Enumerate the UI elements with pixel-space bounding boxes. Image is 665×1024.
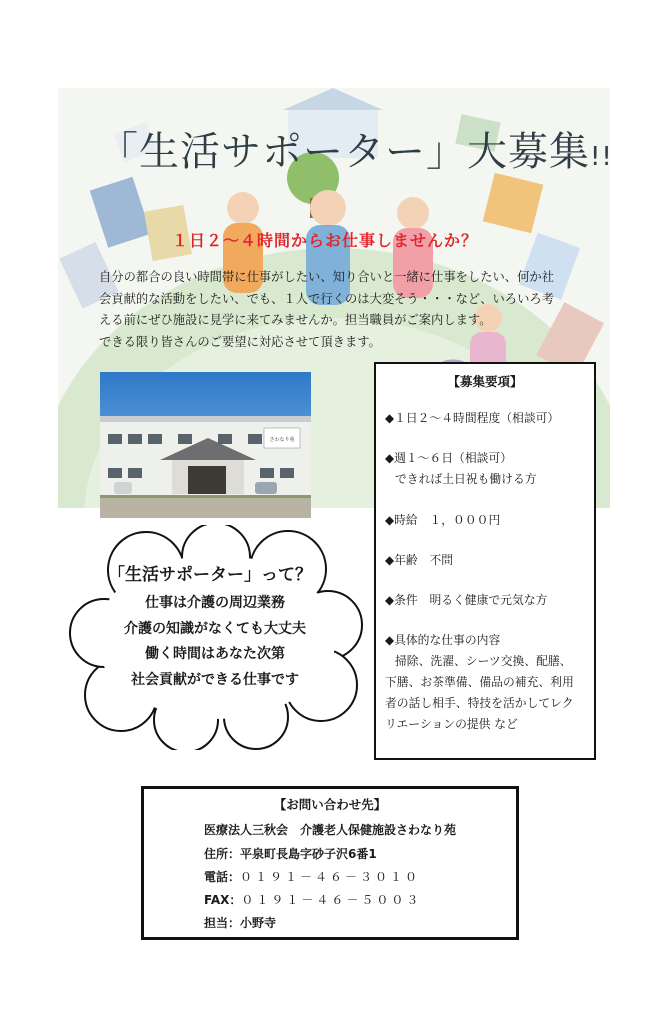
req-age: ◆年齢 不問 [385, 553, 454, 567]
phone-number[interactable]: ０１９１－４６－３０１０ [240, 870, 421, 884]
req-days-note: できれば土日祝も働ける方 [395, 472, 537, 486]
cloud-line: 社会貢献ができる仕事です [131, 671, 299, 688]
page-title [98, 120, 618, 177]
req-pay: ◆時給 １，０００円 [385, 513, 501, 527]
contact-phone-row [204, 868, 420, 885]
cloud-line: 働く時間はあなた次第 [145, 646, 285, 662]
title-text: 「生活サポーター」大募集 [98, 129, 590, 175]
req-days: ◆週１～６日（相談可） [385, 451, 513, 465]
contact-title: 【お問い合わせ先】 [273, 797, 387, 812]
facility-photo [100, 372, 311, 518]
contact-fax-row [204, 891, 421, 908]
req-task-line: 掃除、洗濯、シーツ交換、配膳、 [395, 654, 572, 668]
contact-person: 担当：小野寺 [204, 916, 277, 930]
req-hours: ◆１日２～４時間程度（相談可） [385, 411, 560, 425]
req-condition: ◆条件 明るく健康で元気な方 [385, 593, 548, 607]
cloud-line: 介護の知識がなくても大丈夫 [124, 620, 306, 637]
contact-address: 住所：平泉町長島字砂子沢6番1 [204, 847, 377, 861]
intro-line: できる限り皆さんのご要望に対応させて頂きます。 [99, 334, 381, 349]
req-task-line: 者の話し相手、特技を活かしてレク [385, 696, 574, 710]
requirements-title: 【募集要項】 [447, 374, 523, 389]
fax-number: ０１９１－４６－５００３ [241, 893, 422, 907]
intro-line: 会貢献的な活動をしたい、でも、１人で行くのは大変そう・・・など、いろいろ考 [99, 291, 554, 306]
req-tasks-title: ◆具体的な仕事の内容 [385, 633, 501, 647]
phone-label: 電話： [204, 870, 241, 884]
intro-line: える前にぜひ施設に見学に来てみませんか。担当職員がご案内します。 [99, 313, 492, 327]
req-task-line: 下膳、お茶準備、備品の補充、利用 [385, 675, 574, 689]
contact-organization: 医療法人三秋会 介護老人保健施設さわなり苑 [204, 823, 457, 837]
subtitle: １日２～４時間からお仕事しませんか？ [172, 231, 479, 250]
intro-paragraph [99, 267, 599, 353]
cloud-title: 「生活サポーター」って？ [108, 565, 312, 585]
facility-sign: さわなり苑 [269, 437, 295, 443]
title-exclamation: !! [590, 142, 613, 172]
intro-line: 自分の都合の良い時間帯に仕事がしたい、知り合いと一緒に仕事をしたい、何か社 [99, 270, 554, 284]
fax-label: FAX： [204, 893, 242, 907]
req-task-line: リエーションの提供 など [385, 717, 518, 731]
contact-box [141, 786, 519, 940]
cloud-text [80, 560, 350, 693]
cloud-line: 仕事は介護の周辺業務 [145, 595, 285, 611]
recruitment-requirements-box [374, 362, 596, 760]
